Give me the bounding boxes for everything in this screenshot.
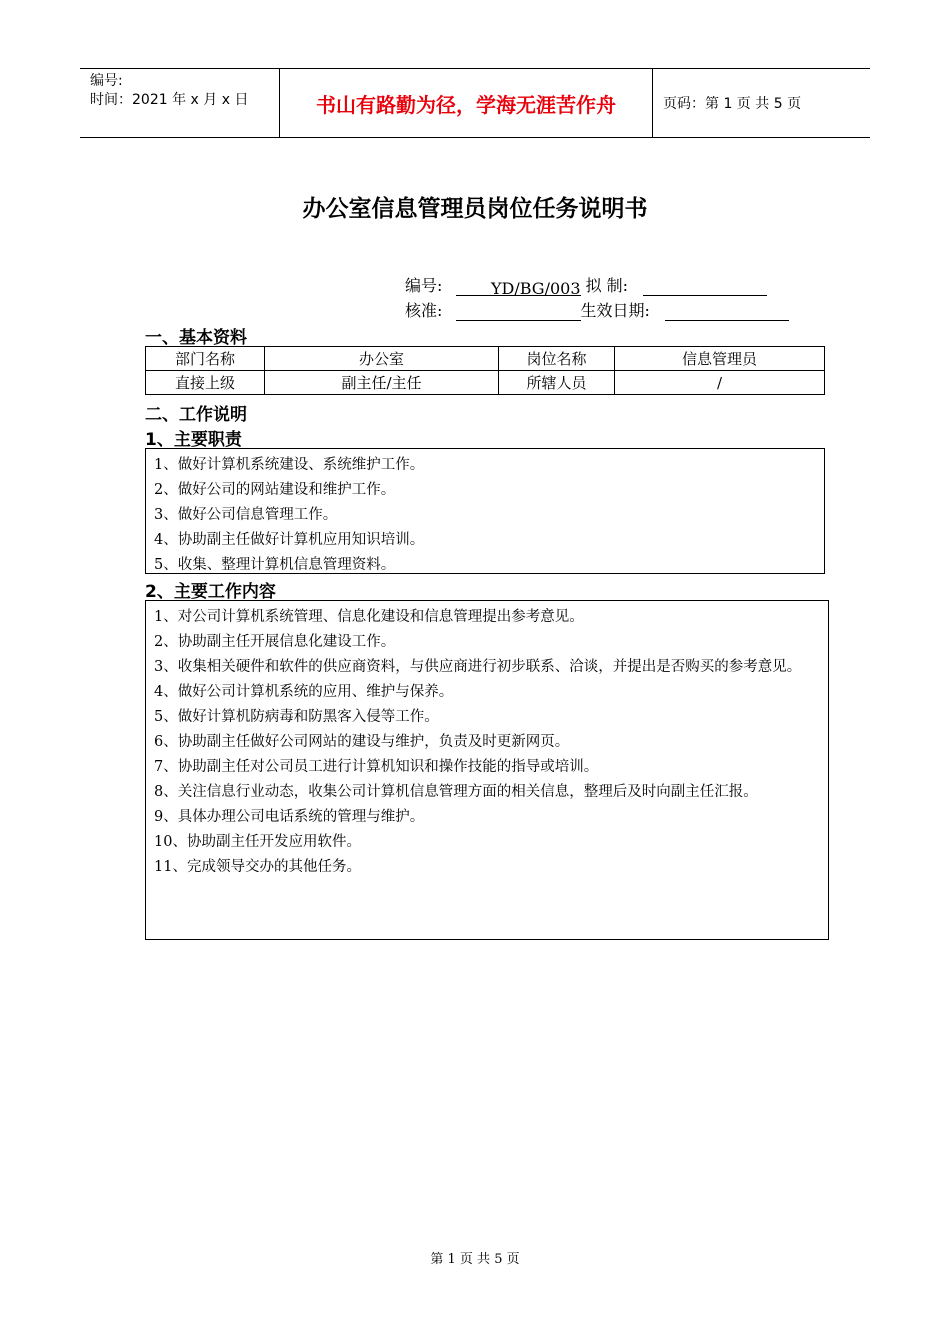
header-info [80,69,280,137]
list-item: 8、关注信息行业动态，收集公司计算机信息管理方面的相关信息，整理后及时向副主任汇报。 [154,784,758,800]
duties-heading: 1、主要职责 [145,430,242,450]
work-content-box [145,600,829,940]
list-item: 5、收集、整理计算机信息管理资料。 [154,557,396,573]
list-item: 10、协助副主任开发应用软件。 [154,834,361,850]
draft-label: 拟 制: [585,276,629,295]
section-work-heading: 二、工作说明 [145,405,247,425]
page-header [80,68,870,138]
table-cell: 副主任/主任 [265,371,499,395]
list-item: 7、协助副主任对公司员工进行计算机知识和操作技能的指导或培训。 [154,759,599,775]
list-item: 4、协助副主任做好计算机应用知识培训。 [154,532,425,548]
table-cell: / [615,371,825,395]
list-item: 9、具体办理公司电话系统的管理与维护。 [154,809,425,825]
basic-info-table [145,346,825,395]
draft-blank [643,279,767,296]
section-basic-info-heading: 一、基本资料 [145,328,247,348]
page-footer: 第 1 页 共 5 页 [430,1252,520,1267]
table-cell: 岗位名称 [499,347,615,371]
work-content-heading: 2、主要工作内容 [145,582,276,602]
duties-box [145,448,825,574]
approve-label: 核准: [405,301,443,320]
list-item: 3、收集相关硬件和软件的供应商资料，与供应商进行初步联系、洽谈，并提出是否购买的参考意见。 [154,659,802,675]
table-cell: 办公室 [265,347,499,371]
table-row [146,371,825,395]
doc-approve-row [405,298,789,321]
table-row [146,347,825,371]
list-item: 2、做好公司的网站建设和维护工作。 [154,482,396,498]
approve-blank [456,304,581,321]
doc-code-label: 编号: [405,276,443,295]
document-title: 办公室信息管理员岗位任务说明书 [302,196,648,222]
table-cell: 所辖人员 [499,371,615,395]
list-item: 6、协助副主任做好公司网站的建设与维护，负责及时更新网页。 [154,734,570,750]
effective-date-label: 生效日期: [580,301,650,320]
table-cell: 直接上级 [146,371,265,395]
list-item: 4、做好公司计算机系统的应用、维护与保养。 [154,684,454,700]
list-item: 1、对公司计算机系统管理、信息化建设和信息管理提出参考意见。 [154,609,584,625]
header-time: 时间：2021 年 x 月 x 日 [90,92,249,108]
header-code-label: 编号: [90,73,123,89]
effective-date-blank [665,304,789,321]
list-item: 5、做好计算机防病毒和防黑客入侵等工作。 [154,709,439,725]
doc-code-value: YD/BG/003 [456,279,581,296]
table-cell: 部门名称 [146,347,265,371]
list-item: 1、做好计算机系统建设、系统维护工作。 [154,457,425,473]
header-motto: 书山有路勤为径，学海无涯苦作舟 [280,69,653,137]
table-cell: 信息管理员 [615,347,825,371]
doc-code-row [405,273,767,296]
header-page-number: 页码：第 1 页 共 5 页 [663,96,802,112]
list-item: 2、协助副主任开展信息化建设工作。 [154,634,396,650]
list-item: 3、做好公司信息管理工作。 [154,507,338,523]
list-item: 11、完成领导交办的其他任务。 [154,859,361,875]
